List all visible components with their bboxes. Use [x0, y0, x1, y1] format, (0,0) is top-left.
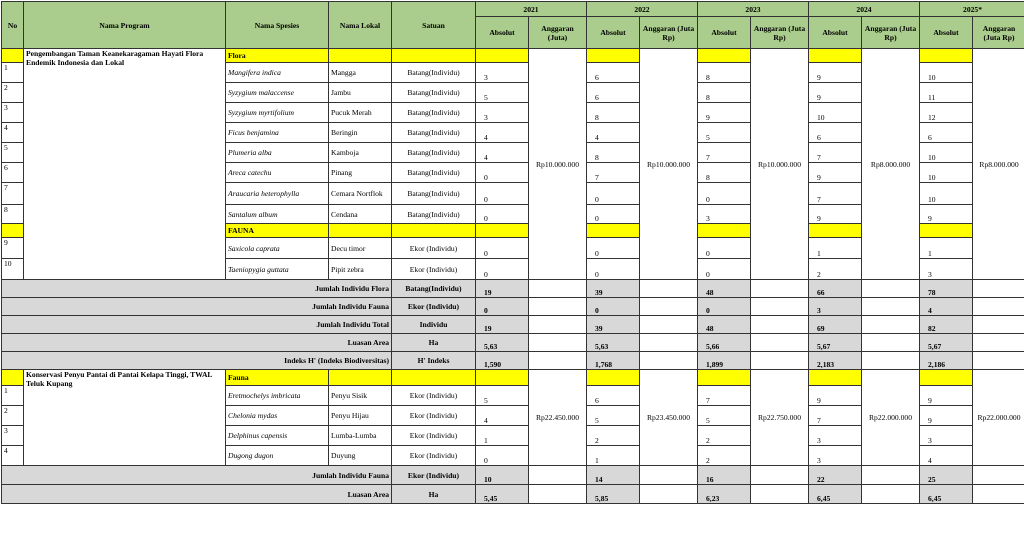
local-name: Duyung [329, 446, 392, 466]
budget-cell: Rp8.000.000 [862, 49, 920, 280]
budget-cell: Rp10.000.000 [751, 49, 809, 280]
row-number: 4 [2, 446, 24, 466]
header-anggaran: Anggaran (Juta) [529, 17, 587, 49]
empty-cell [329, 224, 392, 238]
table-row [2, 485, 1024, 504]
local-name: Penyu Sisik [329, 386, 392, 406]
row-number [2, 49, 24, 63]
unit: Batang(Individu) [392, 123, 476, 143]
summary-value: 16 [698, 466, 751, 485]
absolut-value: 4 [476, 406, 529, 426]
empty-cell [751, 485, 809, 504]
summary-value: 5,45 [476, 485, 529, 504]
row-number: 6 [2, 163, 24, 183]
summary-label: Jumlah Individu Total [2, 316, 392, 334]
absolut-value: 0 [476, 259, 529, 280]
absolut-value: 0 [587, 183, 640, 205]
program-name: Konservasi Penyu Pantai di Pantai Kelapa Tinggi, TWAL Teluk Kupang [24, 370, 226, 466]
row-number: 1 [2, 63, 24, 83]
empty-cell [587, 224, 640, 238]
species-name: Eretmochelys imbricata [226, 386, 329, 406]
absolut-value: 2 [587, 426, 640, 446]
budget-cell: Rp22.750.000 [751, 370, 809, 466]
table-row [2, 334, 1024, 352]
summary-value: 0 [476, 298, 529, 316]
summary-value: 4 [920, 298, 973, 316]
empty-cell [751, 316, 809, 334]
absolut-value: 1 [476, 426, 529, 446]
empty-cell [640, 280, 698, 298]
absolut-value: 4 [476, 123, 529, 143]
summary-value: 6,45 [809, 485, 862, 504]
absolut-value: 0 [476, 183, 529, 205]
absolut-value: 0 [476, 205, 529, 224]
empty-cell [392, 49, 476, 63]
local-name: Beringin [329, 123, 392, 143]
empty-cell [640, 485, 698, 504]
local-name: Pucuk Merah [329, 103, 392, 123]
absolut-value: 1 [920, 238, 973, 259]
empty-cell [529, 280, 587, 298]
row-number: 7 [2, 183, 24, 205]
absolut-value: 8 [698, 63, 751, 83]
summary-value: 0 [587, 298, 640, 316]
empty-cell [862, 466, 920, 485]
empty-cell [973, 466, 1024, 485]
absolut-value: 6 [920, 123, 973, 143]
absolut-value: 0 [476, 238, 529, 259]
absolut-value: 0 [587, 259, 640, 280]
absolut-value: 5 [698, 406, 751, 426]
species-name: Syzygium myrtifolium [226, 103, 329, 123]
summary-value: 69 [809, 316, 862, 334]
row-number: 9 [2, 238, 24, 259]
empty-cell [329, 49, 392, 63]
local-name: Mangga [329, 63, 392, 83]
empty-cell [392, 370, 476, 386]
summary-value: 2,183 [809, 352, 862, 370]
row-number: 5 [2, 143, 24, 163]
absolut-value: 10 [920, 183, 973, 205]
header-local-name: Nama Lokal [329, 2, 392, 49]
absolut-value: 0 [698, 259, 751, 280]
absolut-value: 7 [809, 143, 862, 163]
unit: Batang(Individu) [392, 63, 476, 83]
absolut-value: 2 [809, 259, 862, 280]
empty-cell [862, 316, 920, 334]
unit: Ekor (Individu) [392, 238, 476, 259]
absolut-value: 6 [587, 386, 640, 406]
absolut-value: 3 [920, 259, 973, 280]
summary-value: 10 [476, 466, 529, 485]
budget-cell: Rp22.450.000 [529, 370, 587, 466]
summary-value: 14 [587, 466, 640, 485]
empty-cell [973, 298, 1024, 316]
row-number [2, 370, 24, 386]
summary-label: Luasan Area [2, 485, 392, 504]
header-year: 2022 [587, 2, 698, 17]
summary-value: 19 [476, 316, 529, 334]
absolut-value: 8 [587, 143, 640, 163]
header-program: Nama Program [24, 2, 226, 49]
section-label-fauna: Fauna [226, 370, 329, 386]
absolut-value: 9 [809, 63, 862, 83]
header-absolut: Absolut [809, 17, 862, 49]
empty-cell [973, 334, 1024, 352]
absolut-value: 6 [809, 123, 862, 143]
unit: Batang(Individu) [392, 163, 476, 183]
summary-value: 2,186 [920, 352, 973, 370]
empty-cell [529, 466, 587, 485]
summary-unit: Ekor (Individu) [392, 298, 476, 316]
header-absolut: Absolut [476, 17, 529, 49]
budget-cell: Rp8.000.000 [973, 49, 1024, 280]
absolut-value: 9 [920, 205, 973, 224]
species-name: Areca catechu [226, 163, 329, 183]
header-anggaran: Anggaran (Juta Rp) [751, 17, 809, 49]
absolut-value: 5 [587, 406, 640, 426]
local-name: Kamboja [329, 143, 392, 163]
absolut-value: 6 [587, 83, 640, 103]
absolut-value: 4 [476, 143, 529, 163]
empty-cell [640, 298, 698, 316]
summary-value: 5,63 [476, 334, 529, 352]
absolut-value: 4 [920, 446, 973, 466]
absolut-value: 7 [698, 143, 751, 163]
summary-value: 48 [698, 316, 751, 334]
species-name: Dugong dugon [226, 446, 329, 466]
empty-cell [529, 485, 587, 504]
summary-label: Jumlah Individu Fauna [2, 466, 392, 485]
summary-value: 0 [698, 298, 751, 316]
summary-label: Jumlah Individu Fauna [2, 298, 392, 316]
empty-cell [973, 352, 1024, 370]
summary-value: 22 [809, 466, 862, 485]
empty-cell [862, 485, 920, 504]
summary-value: 3 [809, 298, 862, 316]
unit: Batang(Individu) [392, 205, 476, 224]
unit: Batang(Individu) [392, 103, 476, 123]
row-number: 4 [2, 123, 24, 143]
empty-cell [640, 352, 698, 370]
section-label-flora: Flora [226, 49, 329, 63]
summary-unit: Ha [392, 485, 476, 504]
empty-cell [587, 370, 640, 386]
absolut-value: 3 [476, 63, 529, 83]
absolut-value: 3 [476, 103, 529, 123]
summary-value: 5,85 [587, 485, 640, 504]
empty-cell [640, 466, 698, 485]
summary-value: 39 [587, 280, 640, 298]
species-name: Mangifera indica [226, 63, 329, 83]
unit: Ekor (Individu) [392, 259, 476, 280]
absolut-value: 8 [698, 83, 751, 103]
local-name: Decu timor [329, 238, 392, 259]
absolut-value: 1 [587, 446, 640, 466]
empty-cell [476, 370, 529, 386]
absolut-value: 5 [476, 386, 529, 406]
summary-unit: Ekor (Individu) [392, 466, 476, 485]
absolut-value: 1 [809, 238, 862, 259]
header-anggaran: Anggaran (Juta Rp) [640, 17, 698, 49]
summary-value: 1,899 [698, 352, 751, 370]
empty-cell [529, 334, 587, 352]
local-name: Penyu Hijau [329, 406, 392, 426]
absolut-value: 2 [698, 426, 751, 446]
empty-cell [698, 224, 751, 238]
species-name: Plumeria alba [226, 143, 329, 163]
table-row [2, 298, 1024, 316]
empty-cell [529, 316, 587, 334]
table-row [2, 280, 1024, 298]
empty-cell [973, 316, 1024, 334]
species-name: Santalum album [226, 205, 329, 224]
local-name: Jambu [329, 83, 392, 103]
absolut-value: 9 [920, 386, 973, 406]
summary-value: 5,66 [698, 334, 751, 352]
species-name: Chelonia mydas [226, 406, 329, 426]
empty-cell [862, 334, 920, 352]
empty-cell [751, 334, 809, 352]
header-unit: Satuan [392, 2, 476, 49]
absolut-value: 7 [698, 386, 751, 406]
absolut-value: 8 [698, 163, 751, 183]
empty-cell [809, 224, 862, 238]
absolut-value: 5 [476, 83, 529, 103]
summary-value: 25 [920, 466, 973, 485]
row-number: 3 [2, 426, 24, 446]
empty-cell [751, 280, 809, 298]
species-name: Saxicola caprata [226, 238, 329, 259]
absolut-value: 7 [809, 183, 862, 205]
empty-cell [920, 370, 973, 386]
empty-cell [698, 49, 751, 63]
local-name: Pipit zebra [329, 259, 392, 280]
absolut-value: 6 [587, 63, 640, 83]
absolut-value: 0 [587, 238, 640, 259]
row-number [2, 224, 24, 238]
unit: Batang(Individu) [392, 183, 476, 205]
unit: Ekor (Individu) [392, 426, 476, 446]
summary-value: 19 [476, 280, 529, 298]
species-name: Ficus benjamina [226, 123, 329, 143]
summary-value: 6,45 [920, 485, 973, 504]
empty-cell [587, 49, 640, 63]
empty-cell [640, 334, 698, 352]
row-number: 3 [2, 103, 24, 123]
row-number: 1 [2, 386, 24, 406]
summary-value: 5,67 [920, 334, 973, 352]
header-absolut: Absolut [920, 17, 973, 49]
absolut-value: 9 [809, 163, 862, 183]
empty-cell [751, 466, 809, 485]
table-row [2, 370, 1024, 386]
empty-cell [476, 49, 529, 63]
absolut-value: 9 [809, 83, 862, 103]
summary-value: 39 [587, 316, 640, 334]
row-number: 8 [2, 205, 24, 224]
empty-cell [751, 298, 809, 316]
empty-cell [329, 370, 392, 386]
absolut-value: 7 [587, 163, 640, 183]
species-name: Araucaria heterophylla [226, 183, 329, 205]
species-name: Syzygium malaccense [226, 83, 329, 103]
absolut-value: 0 [476, 446, 529, 466]
local-name: Lumba-Lumba [329, 426, 392, 446]
unit: Batang(Individu) [392, 143, 476, 163]
unit: Ekor (Individu) [392, 446, 476, 466]
header-year: 2025* [920, 2, 1024, 17]
summary-unit: Batang(Individu) [392, 280, 476, 298]
summary-unit: Individu [392, 316, 476, 334]
summary-value: 5,63 [587, 334, 640, 352]
local-name: Cemara Nortflok [329, 183, 392, 205]
absolut-value: 3 [809, 426, 862, 446]
unit: Ekor (Individu) [392, 386, 476, 406]
table-row [2, 466, 1024, 485]
empty-cell [640, 316, 698, 334]
empty-cell [862, 352, 920, 370]
local-name: Cendana [329, 205, 392, 224]
biodiversity-table [1, 1, 1024, 504]
empty-cell [529, 298, 587, 316]
absolut-value: 10 [809, 103, 862, 123]
empty-cell [751, 352, 809, 370]
absolut-value: 3 [920, 426, 973, 446]
summary-unit: Ha [392, 334, 476, 352]
program-name: Pengembangan Taman Keanekaragaman Hayati Flora Endemik Indonesia dan Lokal [24, 49, 226, 280]
empty-cell [973, 485, 1024, 504]
summary-value: 1,768 [587, 352, 640, 370]
absolut-value: 4 [587, 123, 640, 143]
empty-cell [698, 370, 751, 386]
row-number: 2 [2, 83, 24, 103]
absolut-value: 10 [920, 63, 973, 83]
budget-cell: Rp22.000.000 [862, 370, 920, 466]
summary-value: 48 [698, 280, 751, 298]
budget-cell: Rp10.000.000 [640, 49, 698, 280]
absolut-value: 0 [698, 183, 751, 205]
absolut-value: 3 [698, 205, 751, 224]
unit: Ekor (Individu) [392, 406, 476, 426]
header-species: Nama Spesies [226, 2, 329, 49]
absolut-value: 2 [698, 446, 751, 466]
summary-value: 6,23 [698, 485, 751, 504]
summary-value: 66 [809, 280, 862, 298]
absolut-value: 10 [920, 163, 973, 183]
row-number: 2 [2, 406, 24, 426]
summary-label: Jumlah Individu Flora [2, 280, 392, 298]
empty-cell [920, 49, 973, 63]
empty-cell [392, 224, 476, 238]
table-row [2, 49, 1024, 63]
summary-label: Indeks H' (Indeks Biodiversitas) [2, 352, 392, 370]
absolut-value: 12 [920, 103, 973, 123]
absolut-value: 5 [698, 123, 751, 143]
local-name: Pinang [329, 163, 392, 183]
empty-cell [529, 352, 587, 370]
absolut-value: 0 [698, 238, 751, 259]
summary-value: 82 [920, 316, 973, 334]
absolut-value: 0 [587, 205, 640, 224]
absolut-value: 9 [809, 205, 862, 224]
table-row [2, 316, 1024, 334]
header-year: 2023 [698, 2, 809, 17]
budget-cell: Rp22.000.000 [973, 370, 1024, 466]
header-anggaran: Anggaran (Juta Rp) [973, 17, 1024, 49]
summary-label: Luasan Area [2, 334, 392, 352]
empty-cell [862, 280, 920, 298]
absolut-value: 3 [809, 446, 862, 466]
absolut-value: 10 [920, 143, 973, 163]
absolut-value: 9 [698, 103, 751, 123]
table-row [2, 352, 1024, 370]
header-year: 2024 [809, 2, 920, 17]
species-name: Taeniopygia guttata [226, 259, 329, 280]
section-label-fauna: FAUNA [226, 224, 329, 238]
absolut-value: 0 [476, 163, 529, 183]
summary-value: 78 [920, 280, 973, 298]
summary-value: 1,590 [476, 352, 529, 370]
budget-cell: Rp10.000.000 [529, 49, 587, 280]
absolut-value: 8 [587, 103, 640, 123]
unit: Batang(Individu) [392, 83, 476, 103]
header-year: 2021 [476, 2, 587, 17]
empty-cell [920, 224, 973, 238]
header-no: No [2, 2, 24, 49]
header-absolut: Absolut [587, 17, 640, 49]
empty-cell [862, 298, 920, 316]
summary-unit: H' Indeks [392, 352, 476, 370]
absolut-value: 7 [809, 406, 862, 426]
empty-cell [809, 370, 862, 386]
header-anggaran: Anggaran (Juta Rp) [862, 17, 920, 49]
row-number: 10 [2, 259, 24, 280]
empty-cell [476, 224, 529, 238]
empty-cell [973, 280, 1024, 298]
budget-cell: Rp23.450.000 [640, 370, 698, 466]
absolut-value: 11 [920, 83, 973, 103]
summary-value: 5,67 [809, 334, 862, 352]
empty-cell [809, 49, 862, 63]
species-name: Delphinus capensis [226, 426, 329, 446]
absolut-value: 9 [920, 406, 973, 426]
absolut-value: 9 [809, 386, 862, 406]
header-absolut: Absolut [698, 17, 751, 49]
